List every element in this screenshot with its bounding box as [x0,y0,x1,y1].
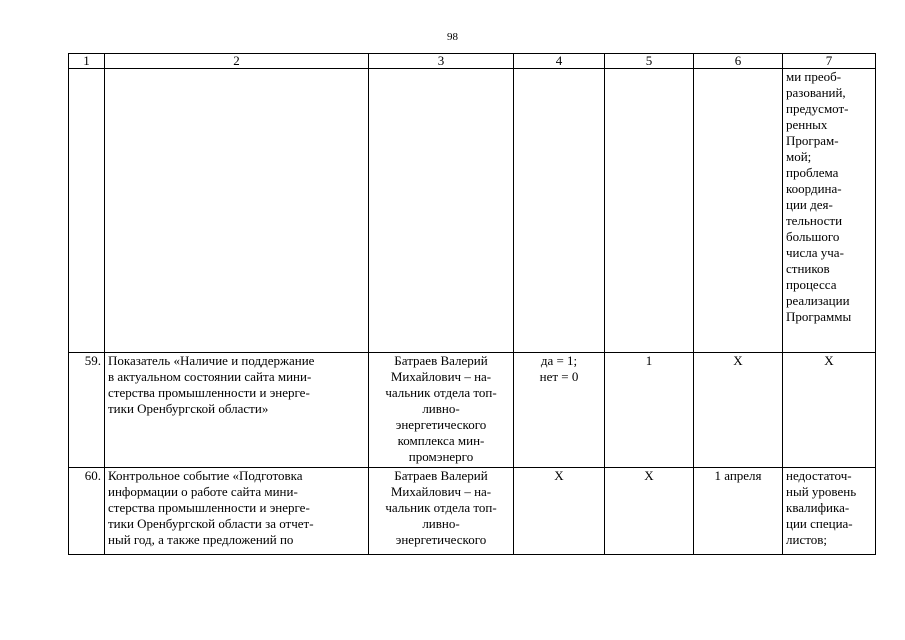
row-number [69,69,105,353]
row-col6: 1 апреля [694,468,783,555]
row-number: 59. [69,353,105,468]
column-header: 4 [514,54,605,69]
table-row [69,468,876,555]
row-risk: недостаточ- ный уровень квалифика- ции специа- листов; [783,468,876,555]
row-description [105,69,369,353]
row-col5: 1 [605,353,694,468]
row-risk: X [783,353,876,468]
row-col5: X [605,468,694,555]
row-value: да = 1; нет = 0 [514,353,605,468]
row-risk: ми преоб- разований, предусмот- ренных Програм- мой; проблема координа- ции дея- тельности большого числа уча- стников процесса реализации Программы [783,69,876,353]
row-number: 60. [69,468,105,555]
column-header: 1 [69,54,105,69]
row-value: X [514,468,605,555]
row-description: Контрольное событие «Подготовка информации о работе сайта мини- стерства промышленности и энерге- тики Оренбургской области за отчет- ный год, а также предложений по [105,468,369,555]
column-header: 3 [369,54,514,69]
row-responsible: Батраев Валерий Михайлович – на- чальник отдела топ- ливно- энергетического [369,468,514,555]
table-header-row [69,54,876,69]
row-description: Показатель «Наличие и поддержание в актуальном состоянии сайта мини- стерства промышленности и энерге- тики Оренбургской области» [105,353,369,468]
column-header: 2 [105,54,369,69]
row-value [514,69,605,353]
column-header: 7 [783,54,876,69]
row-col6: X [694,353,783,468]
table-row [69,353,876,468]
row-col5 [605,69,694,353]
column-header: 5 [605,54,694,69]
column-header: 6 [694,54,783,69]
page-number: 98 [447,31,458,43]
row-col6 [694,69,783,353]
table-row [69,69,876,353]
row-responsible [369,69,514,353]
row-responsible: Батраев Валерий Михайлович – на- чальник отдела топ- ливно- энергетического комплекса мин- промэнерго [369,353,514,468]
document-table [68,53,876,555]
